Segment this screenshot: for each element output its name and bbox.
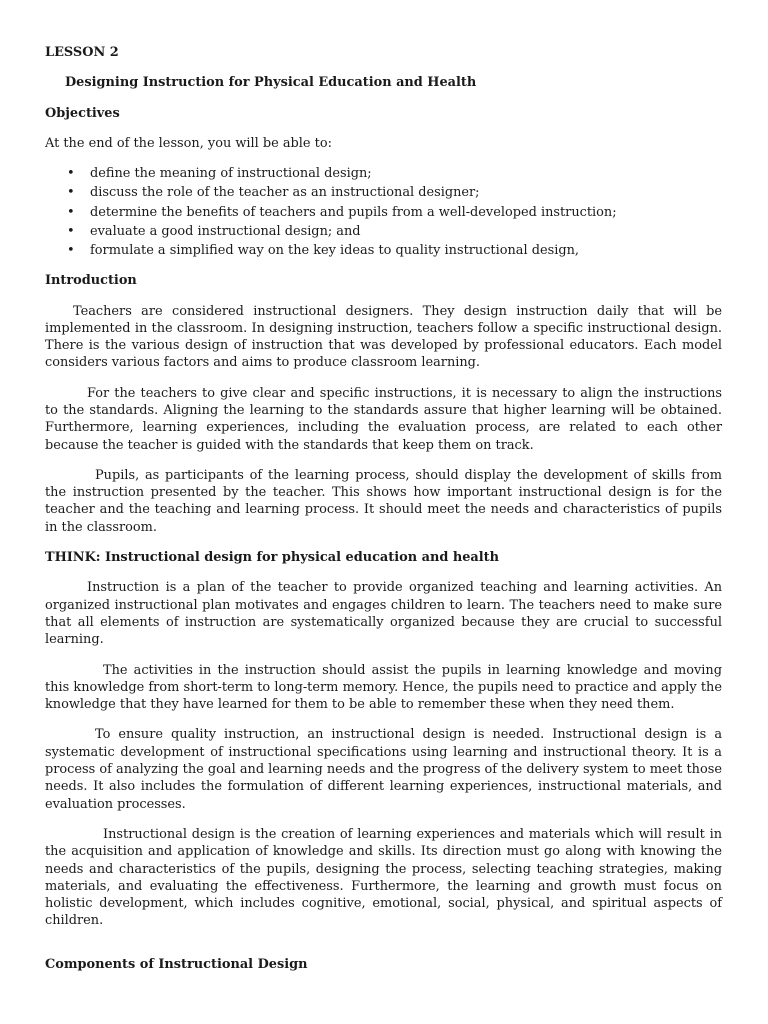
objective-text: discuss the role of the teacher as an instructional designer; xyxy=(90,185,480,201)
objectives-lead: At the end of the lesson, you will be able to: xyxy=(45,135,332,151)
objective-item xyxy=(45,241,722,260)
components-heading: Components of Instructional Design xyxy=(45,957,308,972)
introduction-paragraph: Teachers are considered instructional designers. They design instruction daily that will be implemented in the classroom. In designing instruction, teachers follow a specific instructional design. There is the various design of instruction that was developed by professional educators. Each model considers various factors and aims to produce classroom learning. xyxy=(45,303,722,371)
bullet-icon: • xyxy=(67,166,75,182)
think-heading: THINK: Instructional design for physical education and health xyxy=(45,550,499,566)
objective-text: determine the benefits of teachers and pupils from a well-developed instruction; xyxy=(90,204,617,220)
objective-item xyxy=(45,183,722,202)
think-paragraph: The activities in the instruction should assist the pupils in learning knowledge and moving this knowledge from short-term to long-term memory. Hence, the pupils need to practice and apply the knowledge that they have learned for them to be able to remember these when they need them. xyxy=(45,662,722,713)
objective-item xyxy=(45,164,722,183)
introduction-paragraph: Pupils, as participants of the learning process, should display the development of skills from the instruction presented by the teacher. This shows how important instructional design is for the teacher and the teaching and learning process. It should meet the needs and characteristics of pupils in the classroom. xyxy=(45,467,722,535)
objective-text: formulate a simplified way on the key ideas to quality instructional design, xyxy=(90,243,579,258)
think-paragraph: Instruction is a plan of the teacher to provide organized teaching and learning activities. An organized instructional plan motivates and engages children to learn. The teachers need to make sure that all elements of instruction are systematically organized because they are crucial to successful learning. xyxy=(45,580,722,648)
think-paragraph: To ensure quality instruction, an instructional design is needed. Instructional design is a systematic development of instructional specifications using learning and instructional theory. It is a process of analyzing the goal and learning needs and the progress of the delivery system to meet those needs. It also includes the formulation of different learning experiences, instructional materials, and evaluation processes. xyxy=(45,727,722,812)
think-paragraph: Instructional design is the creation of learning experiences and materials which will result in the acquisition and application of knowledge and skills. Its direction must go along with knowing the needs and characteristics of the pupils, designing the process, selecting teaching strategies, making materials, and evaluating the effectiveness. Furthermore, the learning and growth must focus on holistic development, which includes cognitive, emotional, social, physical, and spiritual aspects of children. xyxy=(45,826,722,929)
bullet-icon: • xyxy=(67,204,75,220)
objective-item xyxy=(45,222,722,241)
objective-text: define the meaning of instructional design; xyxy=(90,166,372,182)
document-page xyxy=(45,44,722,943)
lesson-title: Designing Instruction for Physical Education and Health xyxy=(65,75,477,91)
introduction-paragraph: For the teachers to give clear and specific instructions, it is necessary to align the instructions to the standards. Aligning the learning to the standards assure that higher learning will be obtained. Furthermore, learning experiences, including the evaluation process, are related to each other because the teacher is guided with the standards that keep them on track. xyxy=(45,385,722,453)
introduction-heading: Introduction xyxy=(45,273,137,289)
bullet-icon: • xyxy=(67,243,75,258)
objectives-list xyxy=(45,164,722,260)
lesson-label: LESSON 2 xyxy=(45,45,119,60)
objective-text: evaluate a good instructional design; and xyxy=(90,223,361,239)
bullet-icon: • xyxy=(67,185,75,201)
objective-item xyxy=(45,203,722,222)
objectives-heading: Objectives xyxy=(45,105,120,121)
bullet-icon: • xyxy=(67,223,75,239)
